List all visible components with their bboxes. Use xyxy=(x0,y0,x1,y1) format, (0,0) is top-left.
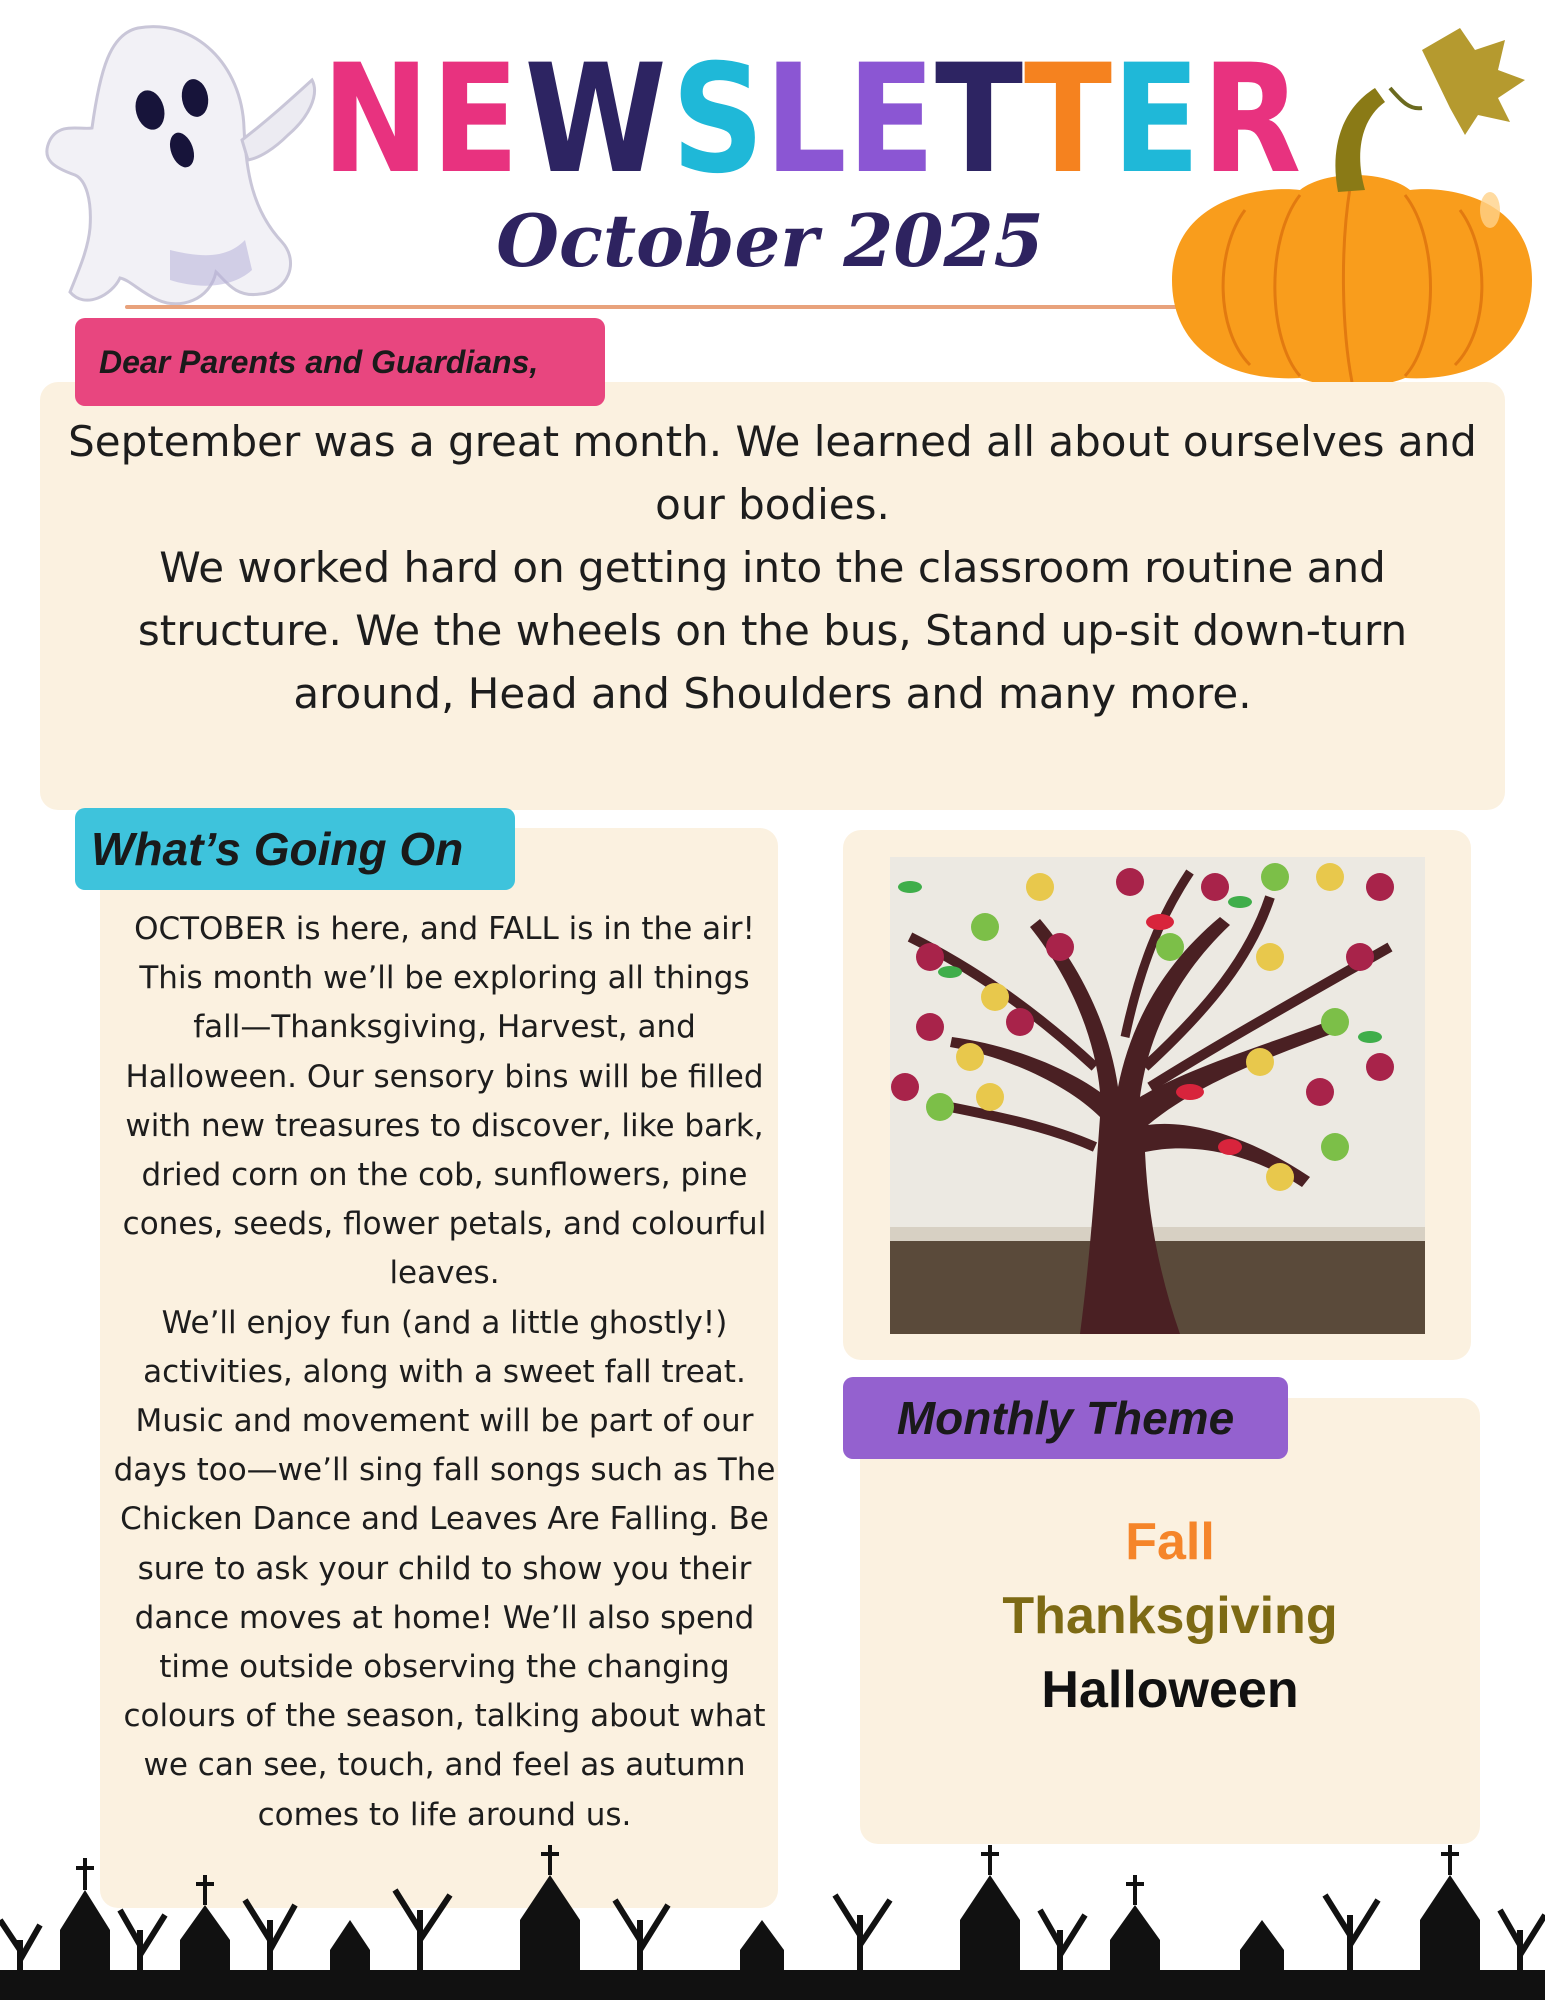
title-letter: W xyxy=(524,33,665,207)
intro-paragraph: We worked hard on getting into the classroom routine and structure. We the wheels on the bus, Stand up-sit down-turn around, Head and Shoulders and many more. xyxy=(137,543,1408,718)
title-letter: E xyxy=(1112,33,1199,207)
ghost-icon xyxy=(20,10,320,320)
title-letter: N xyxy=(321,33,428,207)
whats-going-on-paragraph: OCTOBER is here, and FALL is in the air! This month we’ll be exploring all things fall—Thanksgiving, Harvest, and Halloween. Our sensory bins will be filled with new treasures to discover, like bark, dried corn on the cob, sunflowers, pine cones, seeds, flower petals, and colourful leaves. xyxy=(122,911,767,1292)
title-letter: R xyxy=(1201,33,1300,207)
whats-going-on-heading: What’s Going On xyxy=(75,808,515,890)
theme-item-fall: Fall xyxy=(1125,1513,1215,1571)
classroom-tree-photo xyxy=(890,857,1425,1334)
theme-item-halloween: Halloween xyxy=(1041,1661,1299,1719)
apple-tree-illustration xyxy=(890,857,1425,1334)
title-letter: T xyxy=(935,33,1022,207)
title-letter: T xyxy=(1023,33,1111,207)
whats-going-on-text xyxy=(112,905,777,1840)
intro-text xyxy=(60,410,1485,725)
issue-date: October 2025 xyxy=(496,198,1044,283)
haunted-town-silhouette xyxy=(0,1820,1545,2000)
title-letter: L xyxy=(764,33,846,207)
intro-paragraph: September was a great month. We learned all about ourselves and our bodies. xyxy=(68,417,1477,529)
title-letter: E xyxy=(847,33,934,207)
title-letter: S xyxy=(671,33,763,207)
newsletter-title xyxy=(320,33,1300,207)
whats-going-on-paragraph: We’ll enjoy fun (and a little ghostly!) activities, along with a sweet fall treat. Music and movement will be part of our days too—we’ll sing fall songs such as The Chicken Dance and Leaves Are Falling. Be sure to ask your child to show you their dance moves at home! We’ll also spend time outside observing the changing colours of the season, talking about what we can see, touch, and feel as autumn comes to life around us. xyxy=(113,1304,776,1833)
title-letter: E xyxy=(431,33,518,207)
greeting-label: Dear Parents and Guardians, xyxy=(75,318,605,406)
monthly-theme-heading: Monthly Theme xyxy=(843,1377,1288,1459)
theme-item-thanksgiving: Thanksgiving xyxy=(1002,1587,1338,1645)
pumpkin-icon xyxy=(1160,10,1545,390)
